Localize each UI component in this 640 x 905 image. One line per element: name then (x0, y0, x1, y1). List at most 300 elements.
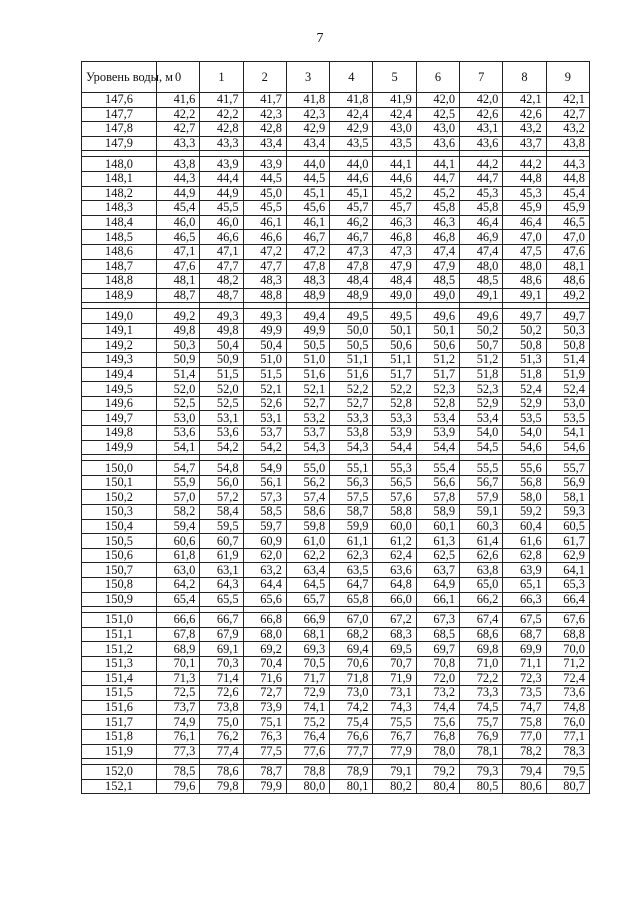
table-row (82, 744, 590, 759)
value-cell: 54,2 (243, 440, 286, 455)
water-level-cell: 148,8 (82, 274, 157, 289)
value-cell: 46,0 (157, 215, 200, 230)
table-row (82, 627, 590, 642)
value-cell: 78,8 (286, 765, 329, 780)
water-level-cell: 147,9 (82, 136, 157, 151)
value-cell: 42,1 (503, 93, 546, 108)
value-cell: 56,6 (416, 475, 459, 490)
value-cell: 46,8 (416, 230, 459, 245)
value-cell: 72,5 (157, 686, 200, 701)
water-level-cell: 151,0 (82, 613, 157, 628)
value-cell: 78,6 (200, 765, 243, 780)
value-cell: 55,9 (157, 475, 200, 490)
value-cell: 42,2 (157, 107, 200, 122)
value-cell: 49,3 (200, 309, 243, 324)
value-cell: 67,8 (157, 627, 200, 642)
table-row (82, 259, 590, 274)
value-cell: 51,4 (546, 353, 589, 368)
value-cell: 49,9 (286, 323, 329, 338)
header-water-level: Уровень воды, м (82, 62, 157, 93)
table-row (82, 396, 590, 411)
water-level-cell: 147,7 (82, 107, 157, 122)
value-cell: 48,1 (157, 274, 200, 289)
value-cell: 47,1 (157, 244, 200, 259)
value-cell: 45,8 (460, 201, 503, 216)
value-cell: 55,4 (416, 461, 459, 476)
value-cell: 60,3 (460, 519, 503, 534)
value-cell: 48,9 (286, 288, 329, 303)
water-level-cell: 152,0 (82, 765, 157, 780)
water-level-cell: 151,4 (82, 671, 157, 686)
table-body (82, 93, 590, 794)
water-level-cell: 148,6 (82, 244, 157, 259)
water-level-cell: 151,6 (82, 700, 157, 715)
value-cell: 44,3 (546, 157, 589, 172)
value-cell: 60,6 (157, 534, 200, 549)
value-cell: 80,6 (503, 779, 546, 794)
value-cell: 47,4 (460, 244, 503, 259)
value-cell: 57,3 (243, 490, 286, 505)
value-cell: 66,0 (373, 592, 416, 607)
value-cell: 68,8 (546, 627, 589, 642)
value-cell: 74,8 (546, 700, 589, 715)
value-cell: 60,5 (546, 519, 589, 534)
value-cell: 57,8 (416, 490, 459, 505)
value-cell: 50,4 (243, 338, 286, 353)
value-cell: 58,8 (373, 505, 416, 520)
value-cell: 73,3 (460, 686, 503, 701)
value-cell: 73,0 (330, 686, 373, 701)
value-cell: 63,6 (373, 563, 416, 578)
value-cell: 64,3 (200, 578, 243, 593)
value-cell: 77,7 (330, 744, 373, 759)
value-cell: 48,5 (416, 274, 459, 289)
header-column: 3 (286, 62, 329, 93)
value-cell: 52,0 (200, 382, 243, 397)
value-cell: 42,6 (503, 107, 546, 122)
value-cell: 51,8 (460, 367, 503, 382)
value-cell: 78,9 (330, 765, 373, 780)
value-cell: 52,1 (243, 382, 286, 397)
water-level-cell: 149,7 (82, 411, 157, 426)
value-cell: 48,6 (546, 274, 589, 289)
header-column: 9 (546, 62, 589, 93)
value-cell: 48,3 (286, 274, 329, 289)
value-cell: 48,4 (330, 274, 373, 289)
value-cell: 69,4 (330, 642, 373, 657)
value-cell: 50,8 (546, 338, 589, 353)
value-cell: 77,9 (373, 744, 416, 759)
table-row (82, 642, 590, 657)
value-cell: 42,7 (157, 122, 200, 137)
value-cell: 47,9 (373, 259, 416, 274)
value-cell: 69,1 (200, 642, 243, 657)
value-cell: 58,1 (546, 490, 589, 505)
value-cell: 50,5 (330, 338, 373, 353)
value-cell: 51,9 (546, 367, 589, 382)
value-cell: 50,3 (546, 323, 589, 338)
value-cell: 49,0 (373, 288, 416, 303)
value-cell: 46,6 (200, 230, 243, 245)
table-row (82, 274, 590, 289)
value-cell: 60,9 (243, 534, 286, 549)
value-cell: 61,0 (286, 534, 329, 549)
value-cell: 51,6 (330, 367, 373, 382)
table-row (82, 288, 590, 303)
table-row (82, 686, 590, 701)
water-level-cell: 148,5 (82, 230, 157, 245)
value-cell: 76,7 (373, 729, 416, 744)
value-cell: 73,6 (546, 686, 589, 701)
value-cell: 55,7 (546, 461, 589, 476)
value-cell: 68,3 (373, 627, 416, 642)
value-cell: 65,8 (330, 592, 373, 607)
table-row (82, 700, 590, 715)
value-cell: 42,7 (546, 107, 589, 122)
value-cell: 43,7 (503, 136, 546, 151)
value-cell: 53,9 (416, 426, 459, 441)
value-cell: 46,2 (330, 215, 373, 230)
value-cell: 54,0 (503, 426, 546, 441)
header-column: 5 (373, 62, 416, 93)
value-cell: 63,2 (243, 563, 286, 578)
table-row (82, 578, 590, 593)
value-cell: 69,8 (460, 642, 503, 657)
value-cell: 59,3 (546, 505, 589, 520)
value-cell: 54,1 (157, 440, 200, 455)
value-cell: 44,1 (373, 157, 416, 172)
value-cell: 51,6 (286, 367, 329, 382)
value-cell: 42,9 (286, 122, 329, 137)
value-cell: 47,0 (546, 230, 589, 245)
value-cell: 76,3 (243, 729, 286, 744)
value-cell: 45,3 (460, 186, 503, 201)
table-row (82, 765, 590, 780)
value-cell: 44,1 (416, 157, 459, 172)
value-cell: 49,6 (416, 309, 459, 324)
value-cell: 79,6 (157, 779, 200, 794)
value-cell: 79,9 (243, 779, 286, 794)
water-level-cell: 150,5 (82, 534, 157, 549)
value-cell: 57,9 (460, 490, 503, 505)
table-row (82, 548, 590, 563)
value-cell: 73,7 (157, 700, 200, 715)
value-cell: 53,1 (243, 411, 286, 426)
value-cell: 49,6 (460, 309, 503, 324)
value-cell: 52,6 (243, 396, 286, 411)
value-cell: 42,8 (243, 122, 286, 137)
value-cell: 57,6 (373, 490, 416, 505)
table-row (82, 171, 590, 186)
table-row (82, 107, 590, 122)
value-cell: 71,8 (330, 671, 373, 686)
value-cell: 57,2 (200, 490, 243, 505)
value-cell: 43,0 (373, 122, 416, 137)
value-cell: 43,5 (330, 136, 373, 151)
value-cell: 46,5 (157, 230, 200, 245)
water-level-cell: 150,8 (82, 578, 157, 593)
value-cell: 46,1 (286, 215, 329, 230)
water-level-cell: 148,7 (82, 259, 157, 274)
value-cell: 51,1 (373, 353, 416, 368)
value-cell: 53,2 (286, 411, 329, 426)
value-cell: 69,2 (243, 642, 286, 657)
value-cell: 61,6 (503, 534, 546, 549)
water-level-cell: 148,3 (82, 201, 157, 216)
water-level-table (81, 61, 590, 794)
table-row (82, 122, 590, 137)
value-cell: 46,3 (373, 215, 416, 230)
value-cell: 51,5 (200, 367, 243, 382)
value-cell: 53,7 (243, 426, 286, 441)
value-cell: 46,0 (200, 215, 243, 230)
water-level-cell: 152,1 (82, 779, 157, 794)
value-cell: 71,4 (200, 671, 243, 686)
value-cell: 75,4 (330, 715, 373, 730)
value-cell: 72,9 (286, 686, 329, 701)
table-row (82, 309, 590, 324)
value-cell: 79,5 (546, 765, 589, 780)
value-cell: 58,5 (243, 505, 286, 520)
value-cell: 54,6 (503, 440, 546, 455)
value-cell: 41,8 (286, 93, 329, 108)
value-cell: 43,2 (503, 122, 546, 137)
value-cell: 41,7 (200, 93, 243, 108)
value-cell: 79,3 (460, 765, 503, 780)
value-cell: 45,9 (503, 201, 546, 216)
value-cell: 58,9 (416, 505, 459, 520)
value-cell: 59,8 (286, 519, 329, 534)
value-cell: 71,2 (546, 656, 589, 671)
value-cell: 70,0 (546, 642, 589, 657)
water-level-cell: 149,8 (82, 426, 157, 441)
water-level-cell: 149,6 (82, 396, 157, 411)
value-cell: 54,4 (373, 440, 416, 455)
value-cell: 68,5 (416, 627, 459, 642)
table-row (82, 136, 590, 151)
value-cell: 67,3 (416, 613, 459, 628)
value-cell: 45,7 (330, 201, 373, 216)
value-cell: 72,0 (416, 671, 459, 686)
value-cell: 54,6 (546, 440, 589, 455)
value-cell: 76,2 (200, 729, 243, 744)
value-cell: 79,1 (373, 765, 416, 780)
value-cell: 61,9 (200, 548, 243, 563)
value-cell: 52,8 (416, 396, 459, 411)
value-cell: 54,2 (200, 440, 243, 455)
value-cell: 46,8 (373, 230, 416, 245)
value-cell: 64,1 (546, 563, 589, 578)
table-row (82, 201, 590, 216)
value-cell: 73,1 (373, 686, 416, 701)
value-cell: 45,2 (373, 186, 416, 201)
value-cell: 46,7 (330, 230, 373, 245)
value-cell: 72,7 (243, 686, 286, 701)
value-cell: 76,6 (330, 729, 373, 744)
value-cell: 52,7 (330, 396, 373, 411)
value-cell: 53,0 (157, 411, 200, 426)
value-cell: 62,4 (373, 548, 416, 563)
value-cell: 48,9 (330, 288, 373, 303)
value-cell: 42,9 (330, 122, 373, 137)
value-cell: 45,3 (503, 186, 546, 201)
water-level-cell: 148,1 (82, 171, 157, 186)
water-level-cell: 149,1 (82, 323, 157, 338)
table-row (82, 475, 590, 490)
table-row (82, 519, 590, 534)
value-cell: 44,0 (330, 157, 373, 172)
water-level-cell: 151,3 (82, 656, 157, 671)
value-cell: 66,1 (416, 592, 459, 607)
value-cell: 43,9 (200, 157, 243, 172)
value-cell: 54,9 (243, 461, 286, 476)
value-cell: 53,6 (200, 426, 243, 441)
value-cell: 47,4 (416, 244, 459, 259)
value-cell: 64,8 (373, 578, 416, 593)
table-row (82, 461, 590, 476)
water-level-cell: 151,9 (82, 744, 157, 759)
value-cell: 47,8 (330, 259, 373, 274)
value-cell: 53,6 (157, 426, 200, 441)
value-cell: 53,0 (546, 396, 589, 411)
value-cell: 44,8 (503, 171, 546, 186)
value-cell: 44,7 (416, 171, 459, 186)
water-level-cell: 151,2 (82, 642, 157, 657)
value-cell: 42,3 (286, 107, 329, 122)
value-cell: 52,5 (157, 396, 200, 411)
value-cell: 64,7 (330, 578, 373, 593)
value-cell: 75,5 (373, 715, 416, 730)
value-cell: 45,5 (200, 201, 243, 216)
value-cell: 63,1 (200, 563, 243, 578)
value-cell: 45,9 (546, 201, 589, 216)
value-cell: 46,5 (546, 215, 589, 230)
value-cell: 44,6 (330, 171, 373, 186)
value-cell: 68,9 (157, 642, 200, 657)
value-cell: 52,4 (503, 382, 546, 397)
value-cell: 75,8 (503, 715, 546, 730)
value-cell: 71,9 (373, 671, 416, 686)
value-cell: 45,4 (546, 186, 589, 201)
value-cell: 67,0 (330, 613, 373, 628)
water-level-cell: 151,7 (82, 715, 157, 730)
value-cell: 76,4 (286, 729, 329, 744)
value-cell: 56,1 (243, 475, 286, 490)
value-cell: 45,4 (157, 201, 200, 216)
value-cell: 73,2 (416, 686, 459, 701)
value-cell: 63,0 (157, 563, 200, 578)
value-cell: 76,0 (546, 715, 589, 730)
value-cell: 54,0 (460, 426, 503, 441)
value-cell: 42,6 (460, 107, 503, 122)
value-cell: 66,2 (460, 592, 503, 607)
value-cell: 74,7 (503, 700, 546, 715)
value-cell: 54,1 (546, 426, 589, 441)
value-cell: 52,7 (286, 396, 329, 411)
water-level-cell: 148,0 (82, 157, 157, 172)
page-number: 7 (316, 31, 324, 46)
value-cell: 52,3 (416, 382, 459, 397)
value-cell: 48,1 (546, 259, 589, 274)
value-cell: 45,2 (416, 186, 459, 201)
value-cell: 62,5 (416, 548, 459, 563)
value-cell: 57,0 (157, 490, 200, 505)
value-cell: 52,0 (157, 382, 200, 397)
value-cell: 61,3 (416, 534, 459, 549)
value-cell: 67,5 (503, 613, 546, 628)
table-row (82, 440, 590, 455)
value-cell: 71,6 (243, 671, 286, 686)
value-cell: 61,2 (373, 534, 416, 549)
value-cell: 51,2 (460, 353, 503, 368)
value-cell: 45,0 (243, 186, 286, 201)
table-row (82, 563, 590, 578)
value-cell: 74,9 (157, 715, 200, 730)
value-cell: 51,8 (503, 367, 546, 382)
value-cell: 59,5 (200, 519, 243, 534)
table-row (82, 411, 590, 426)
water-level-cell: 149,0 (82, 309, 157, 324)
water-level-cell: 149,5 (82, 382, 157, 397)
value-cell: 42,3 (243, 107, 286, 122)
value-cell: 56,2 (286, 475, 329, 490)
value-cell: 55,3 (373, 461, 416, 476)
value-cell: 56,5 (373, 475, 416, 490)
value-cell: 61,8 (157, 548, 200, 563)
value-cell: 42,4 (330, 107, 373, 122)
value-cell: 65,0 (460, 578, 503, 593)
value-cell: 78,7 (243, 765, 286, 780)
value-cell: 54,3 (286, 440, 329, 455)
value-cell: 71,3 (157, 671, 200, 686)
value-cell: 52,8 (373, 396, 416, 411)
value-cell: 41,6 (157, 93, 200, 108)
value-cell: 52,1 (286, 382, 329, 397)
value-cell: 55,5 (460, 461, 503, 476)
water-level-cell: 150,4 (82, 519, 157, 534)
table-row (82, 426, 590, 441)
value-cell: 46,7 (286, 230, 329, 245)
value-cell: 77,5 (243, 744, 286, 759)
water-level-cell: 150,9 (82, 592, 157, 607)
value-cell: 68,1 (286, 627, 329, 642)
value-cell: 48,4 (373, 274, 416, 289)
value-cell: 79,4 (503, 765, 546, 780)
value-cell: 80,0 (286, 779, 329, 794)
value-cell: 47,3 (373, 244, 416, 259)
value-cell: 57,5 (330, 490, 373, 505)
water-level-cell: 147,6 (82, 93, 157, 108)
header-column: 8 (503, 62, 546, 93)
value-cell: 48,6 (503, 274, 546, 289)
value-cell: 43,0 (416, 122, 459, 137)
value-cell: 44,3 (157, 171, 200, 186)
value-cell: 60,0 (373, 519, 416, 534)
value-cell: 65,5 (200, 592, 243, 607)
value-cell: 63,8 (460, 563, 503, 578)
header-column: 0 (157, 62, 200, 93)
value-cell: 51,2 (416, 353, 459, 368)
value-cell: 55,1 (330, 461, 373, 476)
value-cell: 49,5 (373, 309, 416, 324)
value-cell: 72,2 (460, 671, 503, 686)
value-cell: 50,5 (286, 338, 329, 353)
value-cell: 68,6 (460, 627, 503, 642)
value-cell: 61,4 (460, 534, 503, 549)
value-cell: 65,1 (503, 578, 546, 593)
value-cell: 48,7 (157, 288, 200, 303)
value-cell: 73,9 (243, 700, 286, 715)
